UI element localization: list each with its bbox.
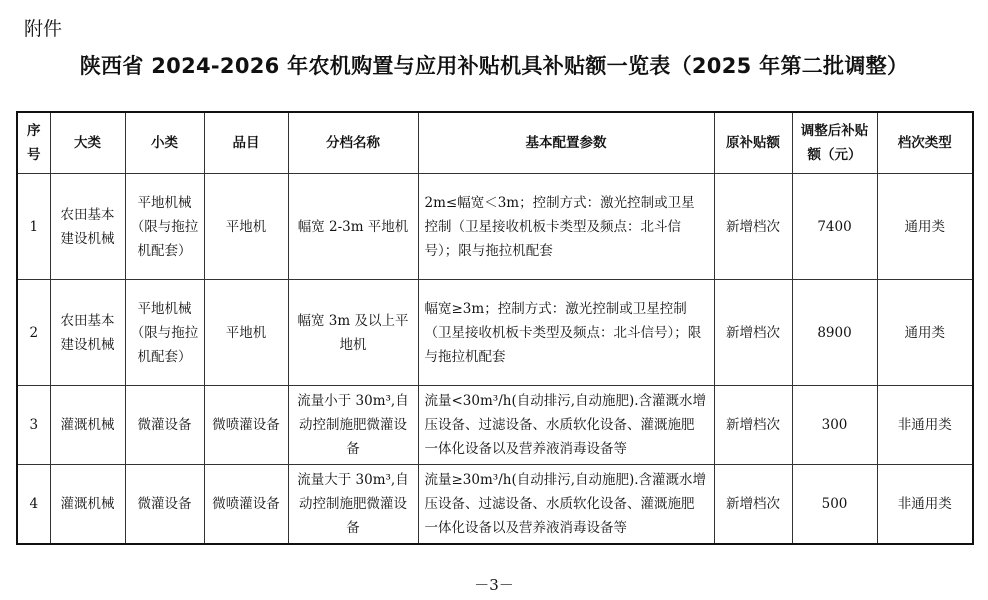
cell-tier-name: 幅宽 3m 及以上平地机 xyxy=(288,280,418,386)
table-row xyxy=(17,174,973,280)
cell-adjusted-subsidy: 500 xyxy=(792,465,877,545)
table-row xyxy=(17,465,973,545)
cell-config: 流量<30m³/h(自动排污,自动施肥).含灌溉水增压设备、过滤设备、水质软化设备、灌溉施肥一体化设备以及营养液消毒设备等 xyxy=(418,386,714,465)
cell-item: 微喷灌设备 xyxy=(204,465,288,545)
cell-original-subsidy: 新增档次 xyxy=(714,465,792,545)
cell-adjusted-subsidy: 300 xyxy=(792,386,877,465)
cell-item: 微喷灌设备 xyxy=(204,386,288,465)
cell-item: 平地机 xyxy=(204,174,288,280)
cell-subcategory: 平地机械（限与拖拉机配套） xyxy=(125,174,204,280)
cell-config: 流量≥30m³/h(自动排污,自动施肥).含灌溉水增压设备、过滤设备、水质软化设备、灌溉施肥一体化设备以及营养液消毒设备等 xyxy=(418,465,714,545)
cell-subcategory: 平地机械（限与拖拉机配套） xyxy=(125,280,204,386)
document-title: 陕西省 2024-2026 年农机购置与应用补贴机具补贴额一览表（2025 年第二批调整） xyxy=(79,54,909,78)
cell-tier-name: 流量小于 30m³,自动控制施肥微灌设备 xyxy=(288,386,418,465)
cell-adjusted-subsidy: 8900 xyxy=(792,280,877,386)
cell-subcategory: 微灌设备 xyxy=(125,386,204,465)
cell-category: 农田基本建设机械 xyxy=(50,174,125,280)
header-cell-category: 大类 xyxy=(50,112,125,174)
page-number: －3－ xyxy=(474,576,514,594)
cell-config: 2m≤幅宽＜3m；控制方式：激光控制或卫星控制（卫星接收机板卡类型及频点：北斗信号）；限与拖拉机配套 xyxy=(418,174,714,280)
header-cell-adjusted-subsidy: 调整后补贴额（元） xyxy=(792,112,877,174)
cell-tier-type: 非通用类 xyxy=(877,386,973,465)
attachment-label: 附件 xyxy=(24,18,63,40)
cell-category: 灌溉机械 xyxy=(50,386,125,465)
cell-item: 平地机 xyxy=(204,280,288,386)
cell-tier-type: 通用类 xyxy=(877,174,973,280)
cell-original-subsidy: 新增档次 xyxy=(714,386,792,465)
cell-seq: 4 xyxy=(17,465,50,545)
header-cell-config: 基本配置参数 xyxy=(418,112,714,174)
cell-config: 幅宽≥3m；控制方式：激光控制或卫星控制（卫星接收机板卡类型及频点：北斗信号）；限与拖拉机配套 xyxy=(418,280,714,386)
cell-tier-type: 通用类 xyxy=(877,280,973,386)
cell-original-subsidy: 新增档次 xyxy=(714,280,792,386)
header-cell-subcategory: 小类 xyxy=(125,112,204,174)
subsidy-table xyxy=(16,111,974,545)
header-cell-item: 品目 xyxy=(204,112,288,174)
cell-seq: 2 xyxy=(17,280,50,386)
header-cell-seq: 序号 xyxy=(17,112,50,174)
cell-tier-name: 幅宽 2-3m 平地机 xyxy=(288,174,418,280)
table-row xyxy=(17,280,973,386)
cell-category: 农田基本建设机械 xyxy=(50,280,125,386)
cell-subcategory: 微灌设备 xyxy=(125,465,204,545)
cell-seq: 1 xyxy=(17,174,50,280)
header-cell-tier-name: 分档名称 xyxy=(288,112,418,174)
cell-category: 灌溉机械 xyxy=(50,465,125,545)
cell-tier-type: 非通用类 xyxy=(877,465,973,545)
header-cell-original-subsidy: 原补贴额 xyxy=(714,112,792,174)
cell-seq: 3 xyxy=(17,386,50,465)
cell-original-subsidy: 新增档次 xyxy=(714,174,792,280)
table-row xyxy=(17,386,973,465)
cell-adjusted-subsidy: 7400 xyxy=(792,174,877,280)
table-header-row xyxy=(17,112,973,174)
header-cell-tier-type: 档次类型 xyxy=(877,112,973,174)
cell-tier-name: 流量大于 30m³,自动控制施肥微灌设备 xyxy=(288,465,418,545)
